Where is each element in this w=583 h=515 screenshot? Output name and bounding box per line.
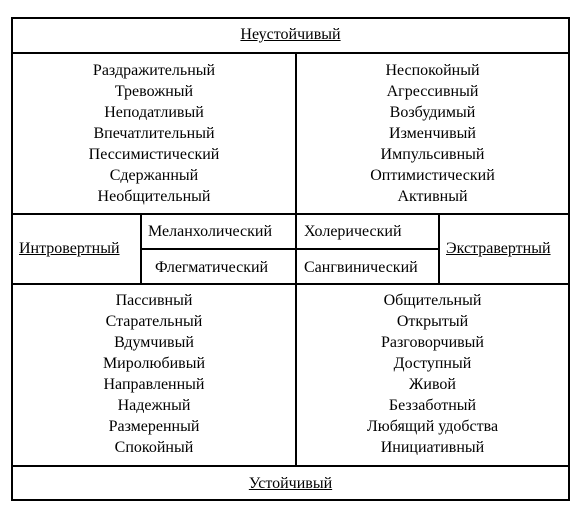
divider-middle-bottom: [13, 283, 568, 285]
trait-item: Тревожный: [114, 83, 194, 100]
temperament-diagram: [11, 17, 570, 501]
trait-item: Надежный: [117, 397, 191, 414]
trait-item: Изменчивый: [389, 125, 476, 142]
temperament-sanguine: Сангвинический: [304, 259, 418, 276]
axis-extraverted: Экстравертный: [446, 240, 551, 257]
trait-item: Раздражительный: [92, 62, 216, 79]
trait-item: Вдумчивый: [114, 334, 194, 351]
trait-item: Активный: [397, 188, 468, 205]
heading-unstable: Неустойчивый: [240, 26, 341, 43]
trait-item: Живой: [409, 376, 456, 393]
trait-item: Инициативный: [380, 439, 485, 456]
divider-top: [13, 52, 568, 54]
trait-item: Оптимистический: [370, 167, 495, 184]
temperament-melancholic: Меланхолический: [148, 223, 273, 240]
trait-item: Размеренный: [108, 418, 200, 435]
quadrant-top-right: [297, 60, 568, 207]
quadrant-bottom-left: [13, 290, 295, 458]
trait-item: Агрессивный: [386, 83, 479, 100]
quadrant-top-left: [13, 60, 295, 207]
divider-bottom: [13, 465, 568, 467]
axis-introverted: Интровертный: [19, 240, 120, 257]
divider-left-vertical: [140, 215, 142, 283]
divider-right-vertical: [438, 215, 440, 283]
quadrant-bottom-right: [297, 290, 568, 458]
trait-item: Открытый: [396, 313, 469, 330]
trait-item: Пассивный: [115, 292, 193, 309]
divider-middle-center: [140, 248, 438, 250]
trait-item: Миролюбивый: [102, 355, 206, 372]
trait-item: Импульсивный: [380, 146, 485, 163]
trait-item: Необщительный: [97, 188, 211, 205]
trait-item: Впечатлительный: [93, 125, 215, 142]
trait-item: Пессимистический: [88, 146, 220, 163]
temperament-choleric: Холерический: [304, 223, 402, 240]
trait-item: Неподатливый: [104, 104, 204, 121]
trait-item: Общительный: [383, 292, 482, 309]
heading-stable: Устойчивый: [248, 475, 333, 492]
trait-item: Направленный: [103, 376, 205, 393]
trait-item: Разговорчивый: [380, 334, 484, 351]
trait-item: Старательный: [105, 313, 203, 330]
trait-item: Сдержанный: [109, 167, 199, 184]
trait-item: Беззаботный: [388, 397, 477, 414]
divider-middle-top: [13, 213, 568, 215]
trait-item: Неспокойный: [385, 62, 480, 79]
trait-item: Возбудимый: [389, 104, 476, 121]
trait-item: Доступный: [393, 355, 472, 372]
temperament-phlegmatic: Флегматический: [155, 259, 269, 276]
trait-item: Спокойный: [114, 439, 194, 456]
trait-item: Любящий удобства: [366, 418, 499, 435]
